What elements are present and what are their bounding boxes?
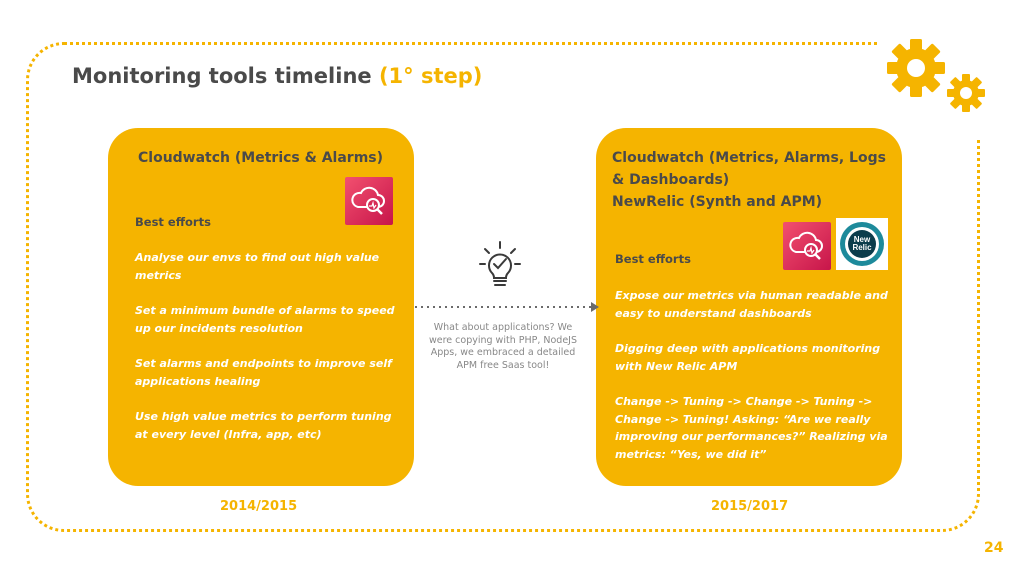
- connector-note: What about applications? We were copying with PHP, NodeJS Apps, we embraced a detailed APM free Saas tool!: [428, 322, 577, 371]
- title-accent: (1° step): [378, 64, 483, 88]
- aws-cloudwatch-icon: [783, 222, 831, 270]
- list-item: Set alarms and endpoints to improve self applications healing: [135, 357, 392, 388]
- lightbulb-icon: [478, 240, 522, 292]
- year-label: 2014/2015: [220, 499, 298, 514]
- title-main: Monitoring tools timeline: [72, 64, 379, 88]
- timeline-arrow: [415, 302, 599, 312]
- card-cloudwatch: [108, 128, 414, 486]
- card-subheading: Best efforts: [615, 252, 691, 266]
- card-cloudwatch-newrelic: [596, 128, 902, 486]
- list-item: Set a minimum bundle of alarms to speed up our incidents resolution: [135, 304, 395, 335]
- card-heading-line: NewRelic (Synth and APM): [612, 194, 823, 210]
- logo-text: New: [853, 235, 871, 244]
- page-number: 24: [984, 540, 1004, 556]
- card-heading-line: Cloudwatch (Metrics, Alarms, Logs: [612, 150, 886, 166]
- list-item: Expose our metrics via human readable and easy to understand dashboards: [615, 289, 888, 320]
- card-heading: Cloudwatch (Metrics & Alarms): [138, 150, 384, 166]
- aws-cloudwatch-icon: [345, 177, 393, 225]
- list-item: Analyse our envs to find out high value metrics: [135, 251, 380, 282]
- year-label: 2015/2017: [711, 499, 789, 514]
- slide-title: [72, 64, 482, 88]
- list-item: Use high value metrics to perform tuning at every level (Infra, app, etc): [135, 410, 392, 441]
- card-heading-line: & Dashboards): [612, 172, 730, 188]
- card-heading: [612, 147, 886, 213]
- list-item: Change -> Tuning -> Change -> Tuning -> Change -> Tuning! Asking: “Are we really improving our performances?” Realizing via metrics: “Yes, we did it”: [615, 395, 888, 461]
- new-relic-logo: [836, 218, 888, 270]
- list-item: Digging deep with applications monitoring with New Relic APM: [615, 342, 881, 373]
- card-items: [135, 249, 407, 461]
- card-subheading: Best efforts: [135, 215, 211, 229]
- card-items: [615, 287, 897, 481]
- gears-icon: [878, 38, 998, 124]
- logo-text: Relic: [852, 243, 872, 252]
